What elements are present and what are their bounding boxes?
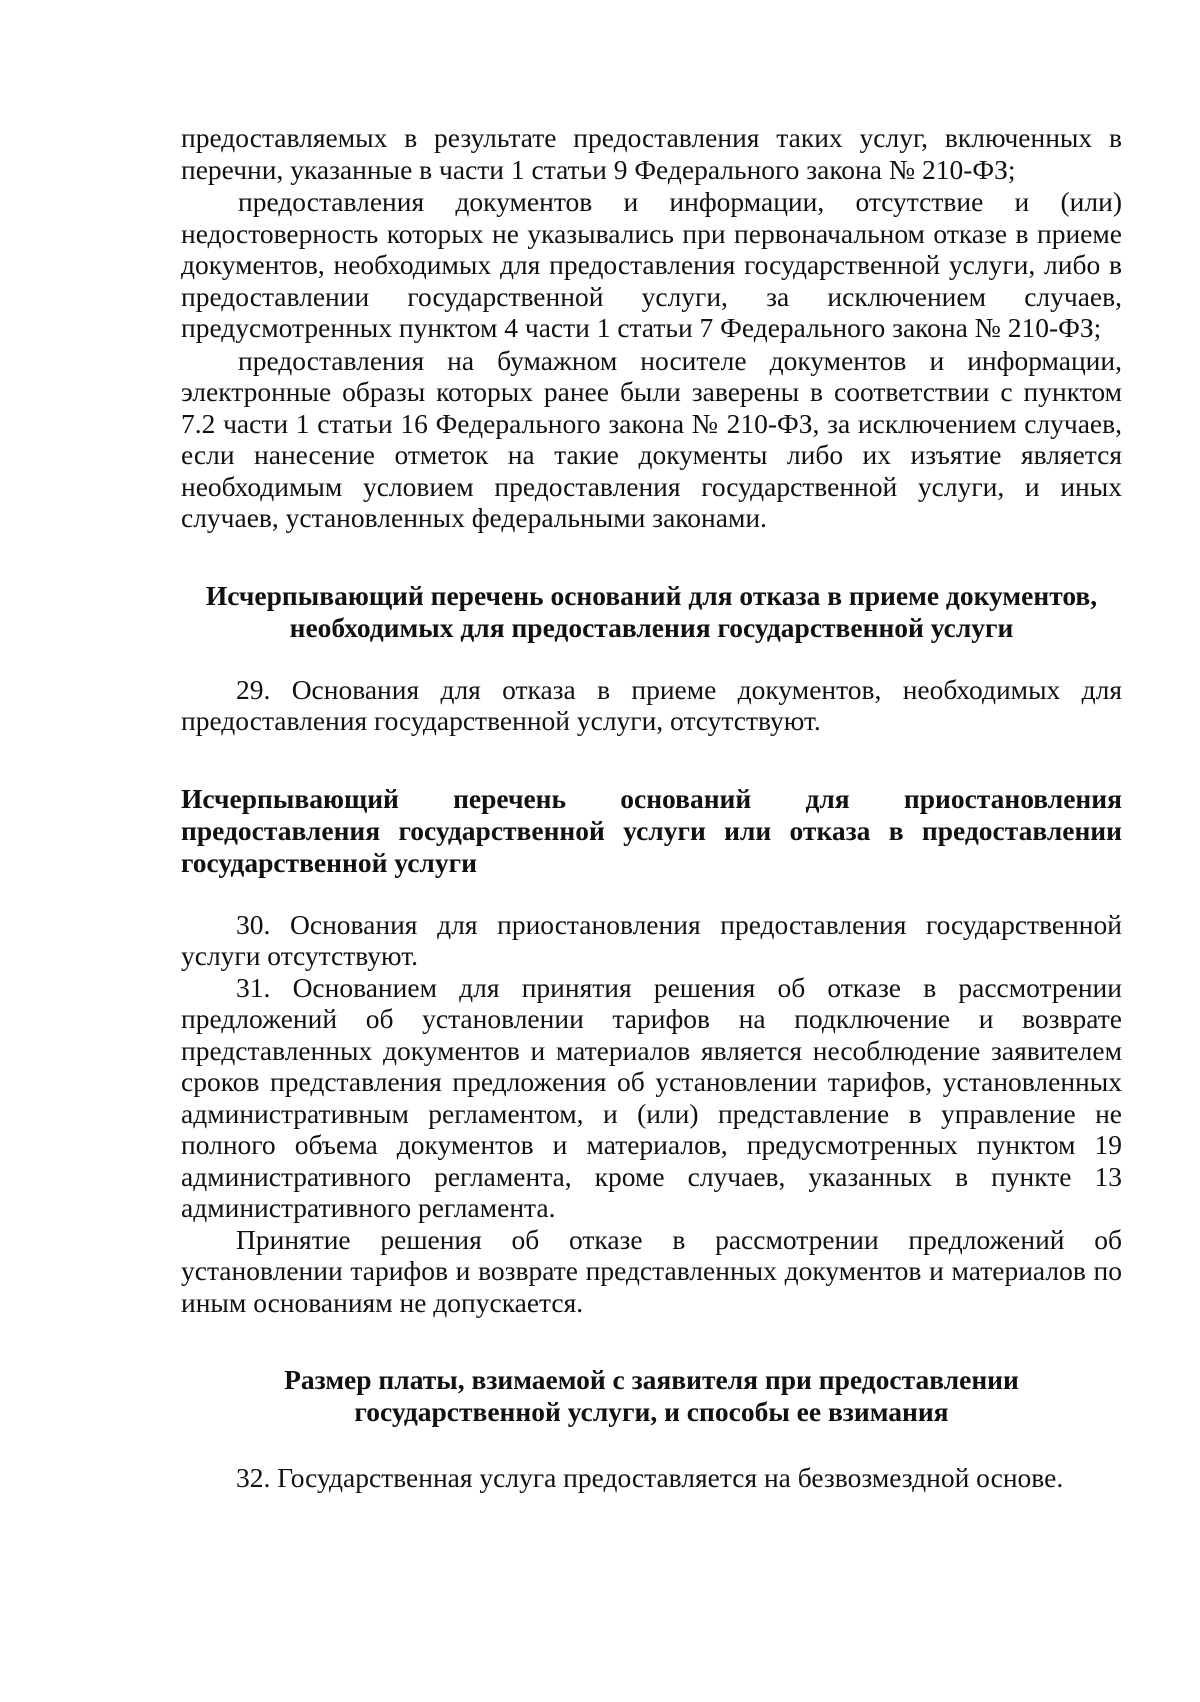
heading-refusal-reception: Исчерпывающий перечень оснований для отказа в приеме документов, необходимых для предоставления государственной услуги (205, 579, 1098, 643)
paragraph-30: 30. Основания для приостановления предоставления государственной услуги отсутствуют. (181, 908, 1122, 971)
paragraph-intro-continuation: предоставляемых в результате предоставления таких услуг, включенных в перечни, указанные в части 1 статьи 9 Федерального закона № 210-ФЗ; (181, 122, 1122, 185)
paragraph-31-addendum: Принятие решения об отказе в рассмотрении предложений об установлении тарифов и возврате представленных документов и материалов по иным основаниям не допускается. (181, 1223, 1122, 1318)
paragraph-32: 32. Государственная услуга предоставляется на безвозмездной основе. (236, 1462, 1064, 1493)
paragraph-documents-info: предоставления документов и информации, отсутствие и (или) недостоверность которых не указывались при первоначальном отказе в приеме документов, необходимых для предоставления государственной услуги, либо в предоставлении государственной услуги, за исключением случаев, предусмотренных пунктом 4 части 1 статьи 7 Федерального закона № 210-ФЗ; (181, 186, 1122, 343)
heading-fee: Размер платы, взимаемой с заявителя при предоставлении государственной услуги, и способы ее взимания (284, 1364, 1019, 1427)
heading-suspension: Исчерпывающий перечень оснований для приостановления предоставления государственной услуги или отказа в предоставлении государственной услуги (181, 782, 1122, 878)
document-body (181, 122, 1122, 1494)
paragraph-31: 31. Основанием для принятия решения об отказе в рассмотрении предложений об установлении тарифов на подключение и возврате представленных документов и материалов является несоблюдение заявителем сроков представления предложения об установлении тарифов, установленных административным регламентом, и (или) представление в управление не полного объема документов и материалов, предусмотренных пунктом 19 административного регламента, кроме случаев, указанных в пункте 13 административного регламента. (181, 971, 1122, 1223)
paragraph-29: 29. Основания для отказа в приеме документов, необходимых для предоставления государственной услуги, отсутствуют. (181, 673, 1122, 736)
paragraph-paper-media: предоставления на бумажном носителе документов и информации, электронные образы которых ранее были заверены в соответствии с пунктом 7.2 части 1 статьи 16 Федерального закона № 210-ФЗ, за исключением случаев, если нанесение отметок на такие документы либо их изъятие является необходимым условием предоставления государственной услуги, и иных случаев, установленных федеральными законами. (181, 344, 1122, 533)
